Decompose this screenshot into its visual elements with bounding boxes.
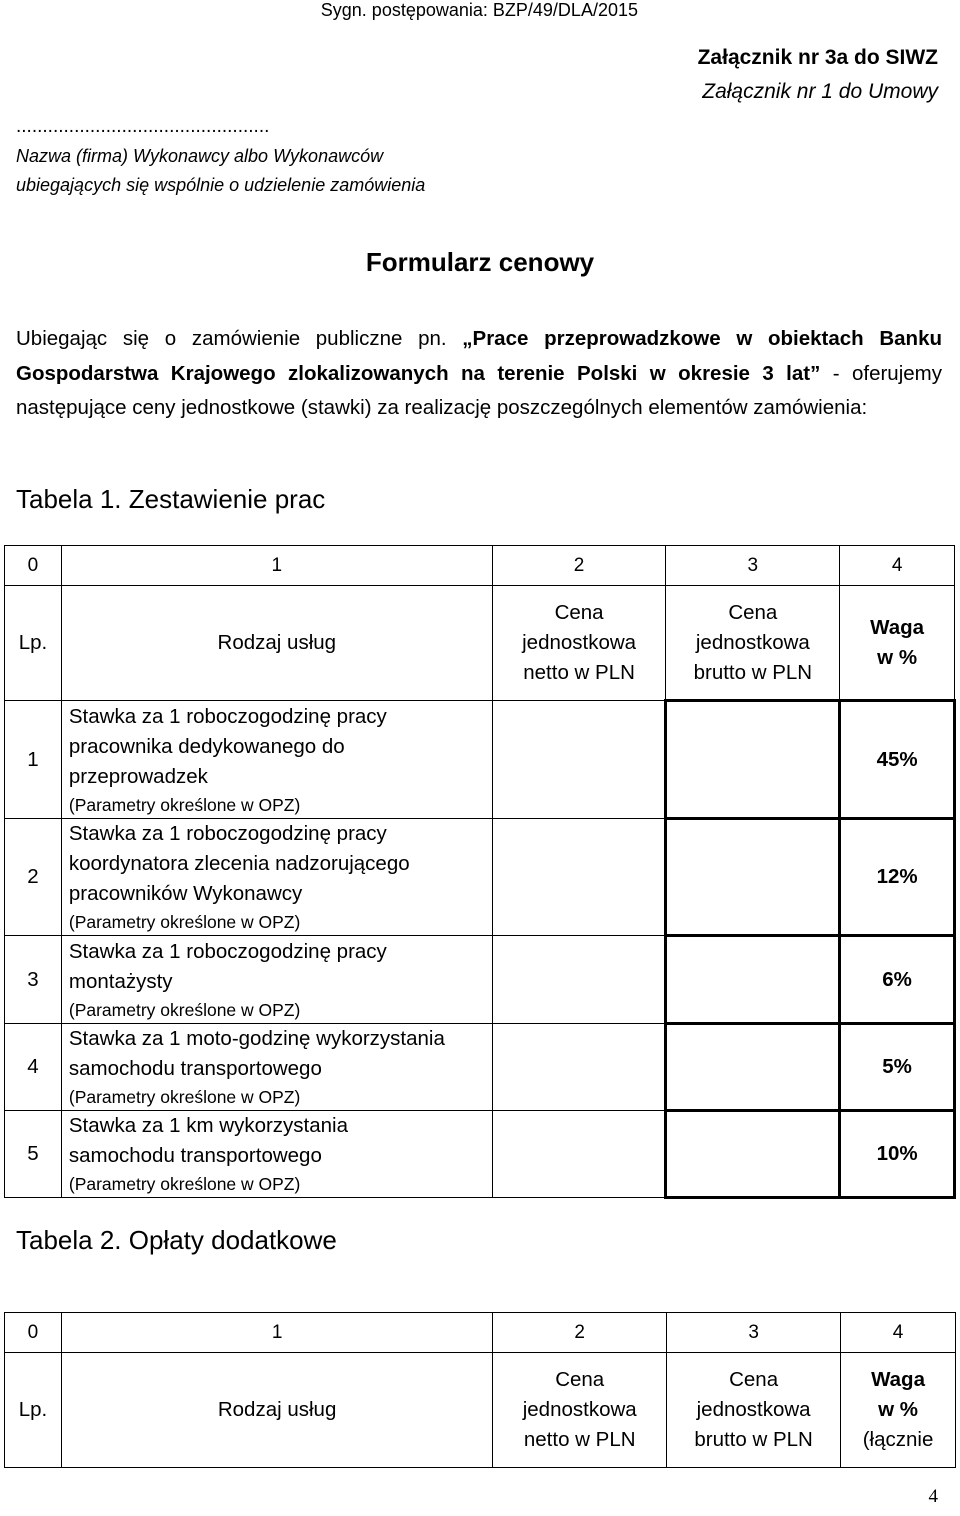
contractor-name-placeholder[interactable]: ................................................	[16, 116, 270, 137]
description-parameters: (Parametry określone w OPZ)	[68, 1087, 301, 1107]
form-title: Formularz cenowy	[365, 247, 595, 277]
header-line: Cena	[729, 1368, 779, 1391]
row-lp: 1	[5, 701, 62, 819]
row-lp: 2	[5, 819, 62, 936]
net-price-cell[interactable]	[492, 936, 666, 1024]
column-number-row	[5, 1313, 956, 1353]
attachment-title: Załącznik nr 3a do SIWZ	[697, 46, 938, 69]
net-price-cell[interactable]	[492, 819, 666, 936]
row-description	[61, 1024, 492, 1111]
row-description	[61, 936, 492, 1024]
header-net-price	[493, 1353, 667, 1468]
description-parameters: (Parametry określone w OPZ)	[68, 912, 301, 932]
column-number-row	[5, 546, 955, 586]
header-net-price	[492, 586, 666, 701]
description-line: koordynatora zlecenia nadzorującego	[68, 852, 410, 875]
header-line: netto w PLN	[523, 1428, 636, 1451]
header-line: Waga	[871, 1368, 925, 1391]
header-weight	[841, 1353, 956, 1468]
header-lp: Lp.	[5, 1353, 62, 1468]
col-number-3: 3	[667, 1313, 841, 1353]
page-number: 4	[928, 1486, 938, 1507]
row-lp: 3	[5, 936, 62, 1024]
row-lp: 5	[5, 1111, 62, 1198]
header-gross-price	[666, 586, 840, 701]
header-line: netto w PLN	[523, 661, 635, 684]
header-line: jednostkowa	[696, 1398, 811, 1421]
tender-name: „Prace przeprowadzkowe w obiektach Banku Gospodarstwa Krajowego zlokalizowanych na terenie Polski w okresie 3 lat”	[16, 327, 942, 385]
description-line: pracownika dedykowanego do	[68, 734, 345, 758]
intro-text-start: Ubiegając się o zamówienie publiczne pn.	[16, 327, 463, 350]
description-line: samochodu transportowego	[68, 1144, 322, 1167]
net-price-cell[interactable]	[492, 1111, 666, 1198]
col-number-0: 0	[5, 546, 62, 586]
col-number-0: 0	[5, 1313, 62, 1353]
header-line: Cena	[554, 601, 604, 624]
header-line: Cena	[555, 1368, 605, 1391]
weight-cell: 10%	[840, 1111, 955, 1198]
contractor-name-label-line1: Nazwa (firma) Wykonawcy albo Wykonawców	[16, 146, 384, 166]
description-line: pracowników Wykonawcy	[68, 882, 303, 905]
header-service-type: Rodzaj usług	[61, 1353, 492, 1468]
row-description	[61, 1111, 492, 1198]
description-line: samochodu transportowego	[68, 1057, 322, 1080]
attachment-subtitle: Załącznik nr 1 do Umowy	[702, 80, 938, 103]
intro-text-end: - oferujemy następujące ceny jednostkowe (stawki) za realizację poszczególnych elementów zamówienia:	[16, 361, 942, 419]
header-line: jednostkowa	[522, 631, 637, 654]
header-line: w %	[878, 1398, 918, 1421]
header-line: Waga	[870, 615, 925, 639]
table2-caption: Tabela 2. Opłaty dodatkowe	[16, 1225, 337, 1255]
col-number-3: 3	[666, 546, 840, 586]
weight-cell: 5%	[840, 1024, 955, 1111]
table-row	[5, 1024, 955, 1111]
header-line: w %	[877, 645, 918, 669]
header-line: (łącznie	[862, 1428, 934, 1451]
header-gross-price	[667, 1353, 841, 1468]
table-row	[5, 701, 955, 819]
description-line: Stawka za 1 km wykorzystania	[68, 1114, 348, 1137]
table-work-summary	[4, 545, 956, 1199]
table-additional-fees	[4, 1312, 956, 1468]
header-line: jednostkowa	[522, 1398, 637, 1421]
description-line: Stawka za 1 moto-godzinę wykorzystania	[68, 1027, 445, 1050]
table-row	[5, 936, 955, 1024]
row-lp: 4	[5, 1024, 62, 1111]
gross-price-cell[interactable]	[666, 936, 840, 1024]
weight-cell: 6%	[840, 936, 955, 1024]
contractor-name-label-line2: ubiegających się wspólnie o udzielenie zamówienia	[16, 175, 426, 195]
header-row	[5, 586, 955, 701]
description-line: Stawka za 1 roboczogodzinę pracy	[68, 939, 387, 963]
col-number-2: 2	[493, 1313, 667, 1353]
gross-price-cell[interactable]	[666, 701, 840, 819]
col-number-1: 1	[61, 1313, 492, 1353]
header-row	[5, 1353, 956, 1468]
net-price-cell[interactable]	[492, 1024, 666, 1111]
description-line: Stawka za 1 roboczogodzinę pracy	[68, 704, 387, 728]
gross-price-cell[interactable]	[666, 1111, 840, 1198]
description-line: Stawka za 1 roboczogodzinę pracy	[68, 822, 387, 845]
header-weight	[840, 586, 955, 701]
header-line: Cena	[728, 600, 778, 624]
gross-price-cell[interactable]	[666, 1024, 840, 1111]
weight-cell: 12%	[840, 819, 955, 936]
col-number-1: 1	[61, 546, 492, 586]
row-description	[61, 819, 492, 936]
weight-cell: 45%	[840, 701, 955, 819]
description-line: montażysty	[68, 969, 173, 993]
case-reference: Sygn. postępowania: BZP/49/DLA/2015	[320, 0, 638, 20]
header-lp: Lp.	[5, 586, 62, 701]
gross-price-cell[interactable]	[666, 819, 840, 936]
col-number-2: 2	[492, 546, 666, 586]
row-description	[61, 701, 492, 819]
description-parameters: (Parametry określone w OPZ)	[68, 794, 301, 815]
description-parameters: (Parametry określone w OPZ)	[68, 999, 301, 1020]
col-number-4: 4	[841, 1313, 956, 1353]
net-price-cell[interactable]	[492, 701, 666, 819]
table-row	[5, 819, 955, 936]
header-line: brutto w PLN	[693, 660, 813, 684]
table-row	[5, 1111, 955, 1198]
description-line: przeprowadzek	[68, 764, 208, 788]
description-parameters: (Parametry określone w OPZ)	[68, 1174, 301, 1194]
header-line: jednostkowa	[695, 630, 810, 654]
intro-paragraph	[16, 322, 942, 426]
col-number-4: 4	[840, 546, 955, 586]
header-line: brutto w PLN	[694, 1428, 813, 1451]
table1-caption: Tabela 1. Zestawienie prac	[16, 484, 326, 514]
header-service-type: Rodzaj usług	[61, 586, 492, 701]
